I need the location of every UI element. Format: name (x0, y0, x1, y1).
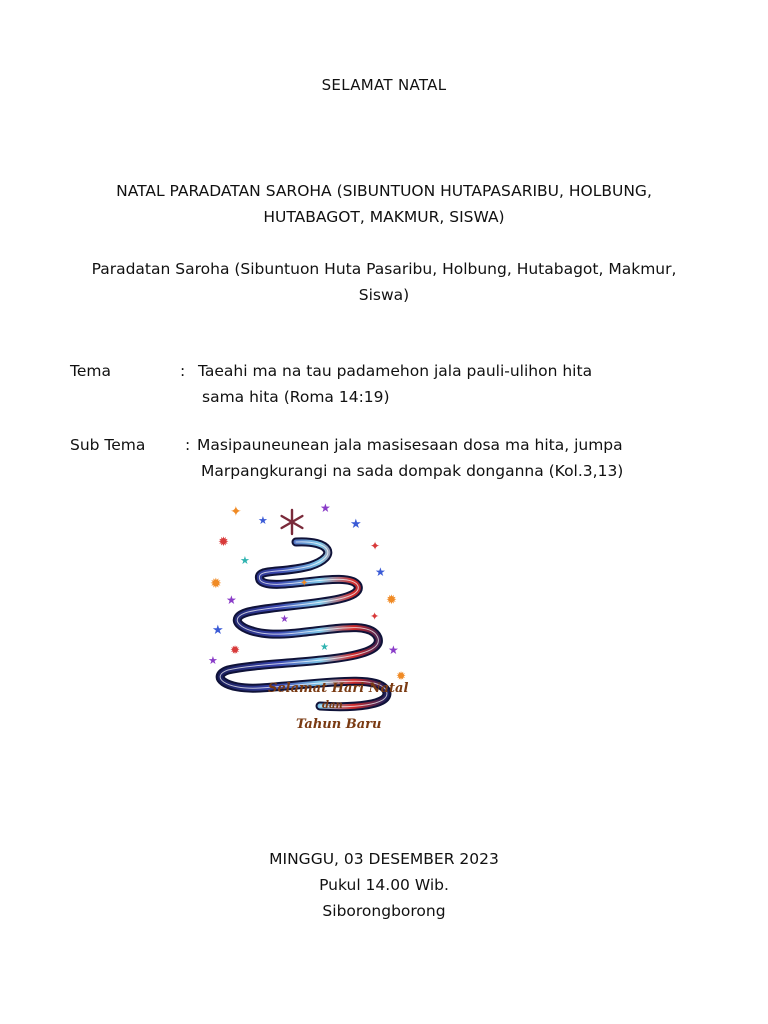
svg-text:★: ★ (320, 501, 331, 515)
christmas-tree-illustration (200, 494, 415, 762)
snowflake-icon (282, 510, 303, 534)
tema-line: sama hita (Roma 14:19) (202, 388, 390, 406)
svg-text:★: ★ (388, 643, 399, 657)
tema-value (198, 358, 592, 410)
svg-text:★: ★ (375, 565, 386, 579)
sub-tema-value (197, 432, 623, 484)
svg-text:★: ★ (212, 623, 224, 638)
tema-colon: : (180, 362, 186, 380)
greeting-line: dan (322, 700, 343, 711)
tema-label: Tema (70, 362, 111, 380)
event-subheading (0, 256, 768, 308)
event-heading-line: NATAL PARADATAN SAROHA (SIBUNTUON HUTAPASARIBU, HOLBUNG, (116, 182, 652, 200)
svg-text:✹: ✹ (230, 643, 241, 657)
event-details (0, 846, 768, 924)
sub-tema-line: Masipauneunean jala masisesaan dosa ma hita, jumpa (197, 436, 623, 454)
svg-text:✦: ✦ (370, 539, 381, 553)
event-location: Siborongborong (322, 902, 446, 920)
svg-text:★: ★ (350, 517, 362, 532)
event-time: Pukul 14.00 Wib. (319, 876, 449, 894)
svg-text:✹: ✹ (386, 593, 397, 608)
svg-text:✹: ✹ (396, 669, 407, 683)
svg-text:★: ★ (208, 654, 218, 667)
svg-text:★: ★ (280, 614, 289, 625)
greeting-line: Tahun Baru (296, 717, 382, 732)
svg-text:✦: ✦ (230, 504, 242, 520)
svg-text:★: ★ (240, 554, 250, 567)
sub-tema-label: Sub Tema (70, 436, 146, 454)
event-heading-line: HUTABAGOT, MAKMUR, SISWA) (263, 208, 505, 226)
confetti-stars (208, 501, 406, 683)
greeting-text (268, 681, 408, 732)
tema-line: Taeahi ma na tau padamehon jala pauli-ulihon hita (198, 362, 593, 380)
svg-text:★: ★ (258, 514, 268, 527)
svg-text:✦: ✦ (300, 578, 309, 589)
event-subheading-line: Siswa) (358, 286, 410, 304)
svg-text:✹: ✹ (210, 576, 222, 592)
greeting-line: Selamat Hari Natal (268, 681, 409, 696)
page-title: SELAMAT NATAL (321, 76, 447, 94)
event-subheading-line: Paradatan Saroha (Sibuntuon Huta Pasaribu, Holbung, Hutabagot, Makmur, (91, 260, 677, 278)
svg-text:✦: ✦ (370, 610, 380, 623)
event-date: MINGGU, 03 DESEMBER 2023 (269, 850, 499, 868)
svg-text:✹: ✹ (218, 535, 229, 550)
sub-tema-colon: : (185, 436, 191, 454)
event-heading (0, 178, 768, 230)
svg-text:★: ★ (320, 642, 329, 653)
svg-text:★: ★ (226, 593, 237, 607)
sub-tema-line: Marpangkurangi na sada dompak donganna (Kol.3,13) (201, 462, 624, 480)
